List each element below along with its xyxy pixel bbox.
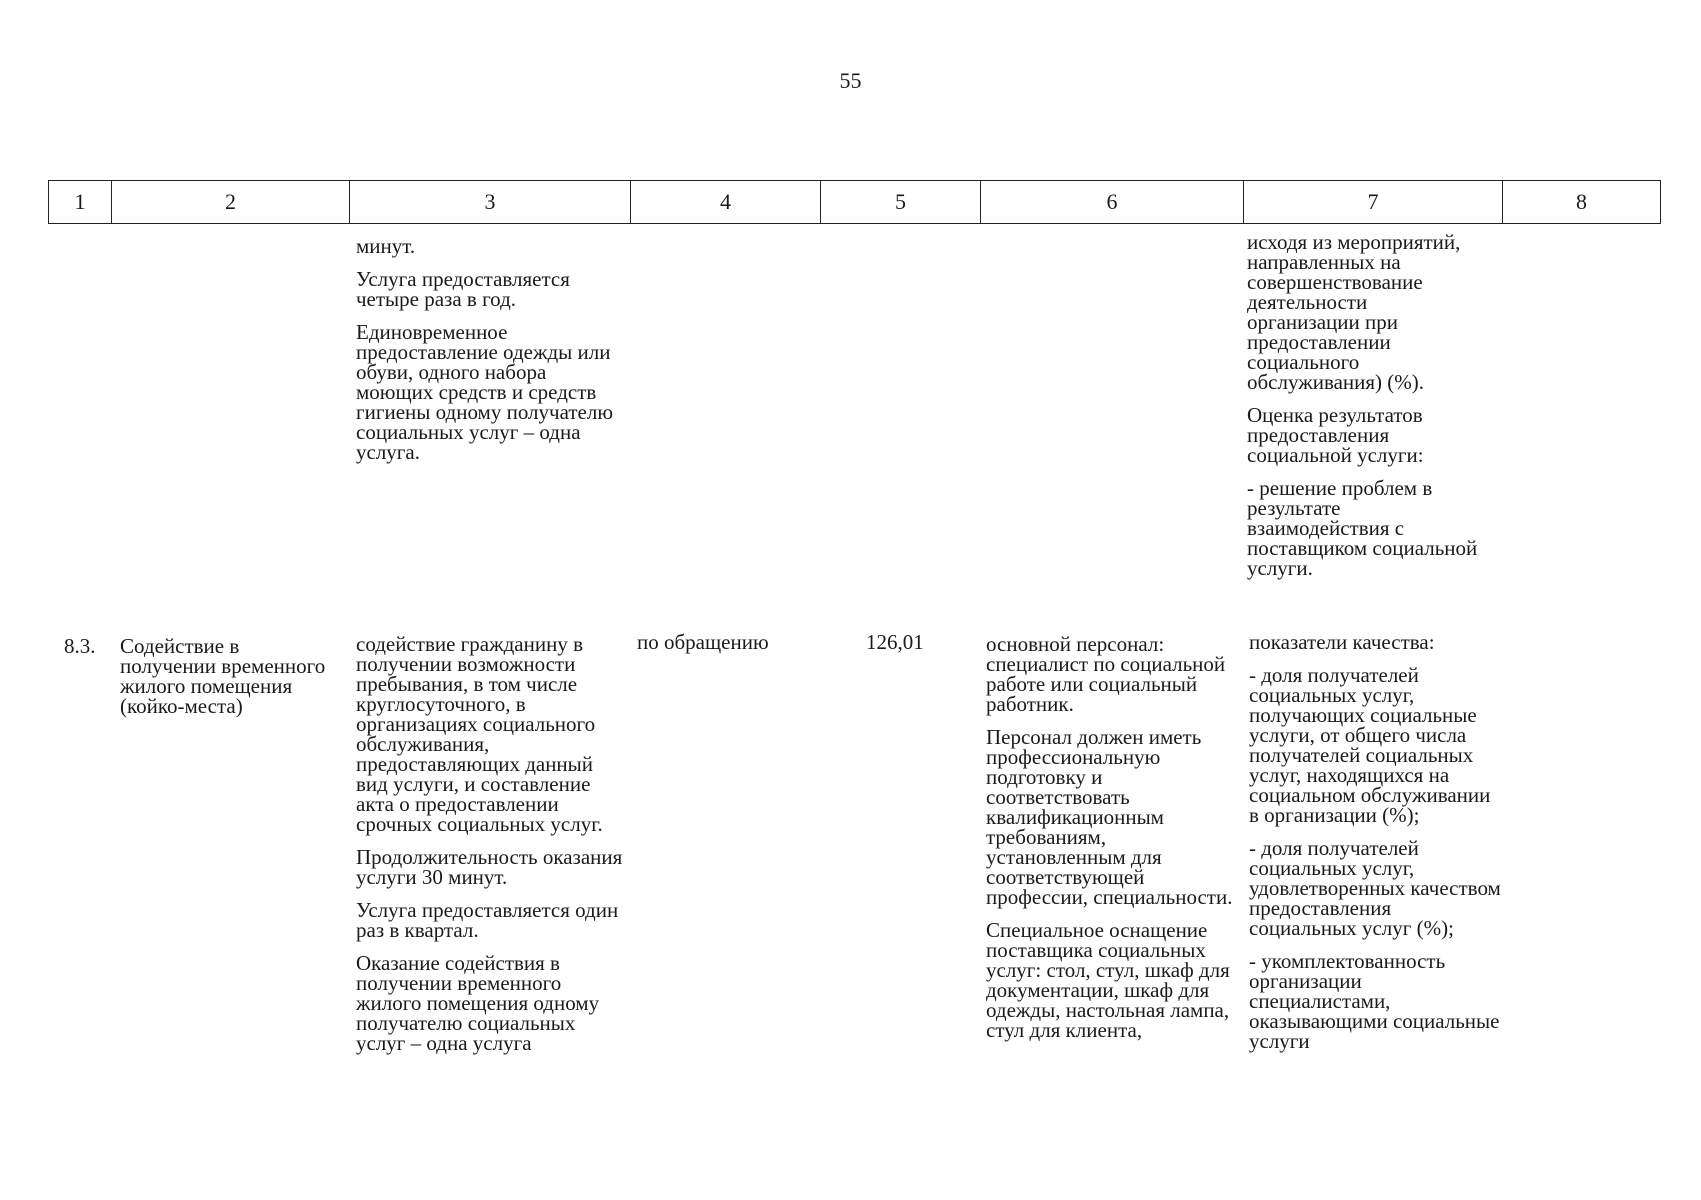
quality-paragraph: - укомплектованность организации специалистами, оказывающими социальные услуги — [1249, 949, 1500, 1053]
quality-paragraph: - доля получателей социальных услуг, получающих социальные услуги, от общего числа получателей социальных услуг, находящихся на социальном обслуживании в организации (%); — [1249, 663, 1491, 827]
staff-paragraph: основной персонал: специалист по социальной работе или социальный работник. — [986, 632, 1226, 716]
service-frequency: по обращению — [637, 630, 769, 654]
description-paragraph: Услуга предоставляется один раз в квартал. — [356, 898, 619, 942]
description-paragraph: содействие гражданину в получении возможности пребывания, в том числе круглосуточного, в организациях социального обслуживания, предоставляющих данный вид услуги, и составление акта о предоставлении срочных социальных услуг. — [356, 632, 603, 836]
column-header-table — [48, 180, 1661, 224]
page-number: 55 — [839, 68, 862, 93]
quality-paragraph: исходя из мероприятий, направленных на совершенствование деятельности организации при предоставлении социального обслуживания) (%). — [1247, 230, 1461, 394]
description-paragraph: Единовременное предоставление одежды или обуви, одного набора моющих средств и средств гигиены одному получателю социальных услуг – одна услуга. — [356, 320, 614, 464]
description-paragraph: Оказание содействия в получении временного жилого помещения одному получателю социальных услуг – одна услуга — [356, 951, 600, 1055]
column-header-8: 8 — [1503, 181, 1661, 224]
service-name: Содействие в получении временного жилого помещения (койко-места) — [120, 634, 326, 718]
quality-paragraph: Оценка результатов предоставления социальной услуги: — [1247, 403, 1424, 467]
service-tariff: 126,01 — [866, 630, 924, 654]
service-staff — [986, 634, 1240, 1040]
staff-paragraph: Специальное оснащение поставщика социальных услуг: стол, стул, шкаф для документации, шкаф для одежды, настольная лампа, стул для клиента, — [986, 918, 1230, 1042]
column-header-3: 3 — [350, 181, 631, 224]
description-paragraph: Услуга предоставляется четыре раза в год. — [356, 267, 570, 311]
column-header-row — [49, 181, 1661, 224]
quality-paragraph: - доля получателей социальных услуг, удовлетворенных качеством предоставления социальных услуг (%); — [1249, 836, 1501, 940]
quality-paragraph: - решение проблем в результате взаимодействия с поставщиком социальной услуги. — [1247, 476, 1478, 580]
column-header-6: 6 — [981, 181, 1244, 224]
column-header-5: 5 — [821, 181, 981, 224]
description-paragraph: Продолжительность оказания услуги 30 минут. — [356, 845, 623, 889]
service-description — [356, 634, 628, 1053]
continuation-quality — [1247, 232, 1485, 578]
quality-paragraph: показатели качества: — [1249, 630, 1435, 654]
column-header-2: 2 — [112, 181, 350, 224]
continuation-description — [356, 236, 626, 462]
service-quality — [1249, 632, 1501, 1051]
staff-paragraph: Персонал должен иметь профессиональную подготовку и соответствовать квалификационным требованиям, установленным для соответствующей профессии, специальности. — [986, 725, 1233, 909]
column-header-7: 7 — [1244, 181, 1503, 224]
description-paragraph: минут. — [356, 234, 416, 258]
column-header-1: 1 — [49, 181, 112, 224]
row-number: 8.3. — [64, 634, 96, 658]
column-header-4: 4 — [631, 181, 821, 224]
